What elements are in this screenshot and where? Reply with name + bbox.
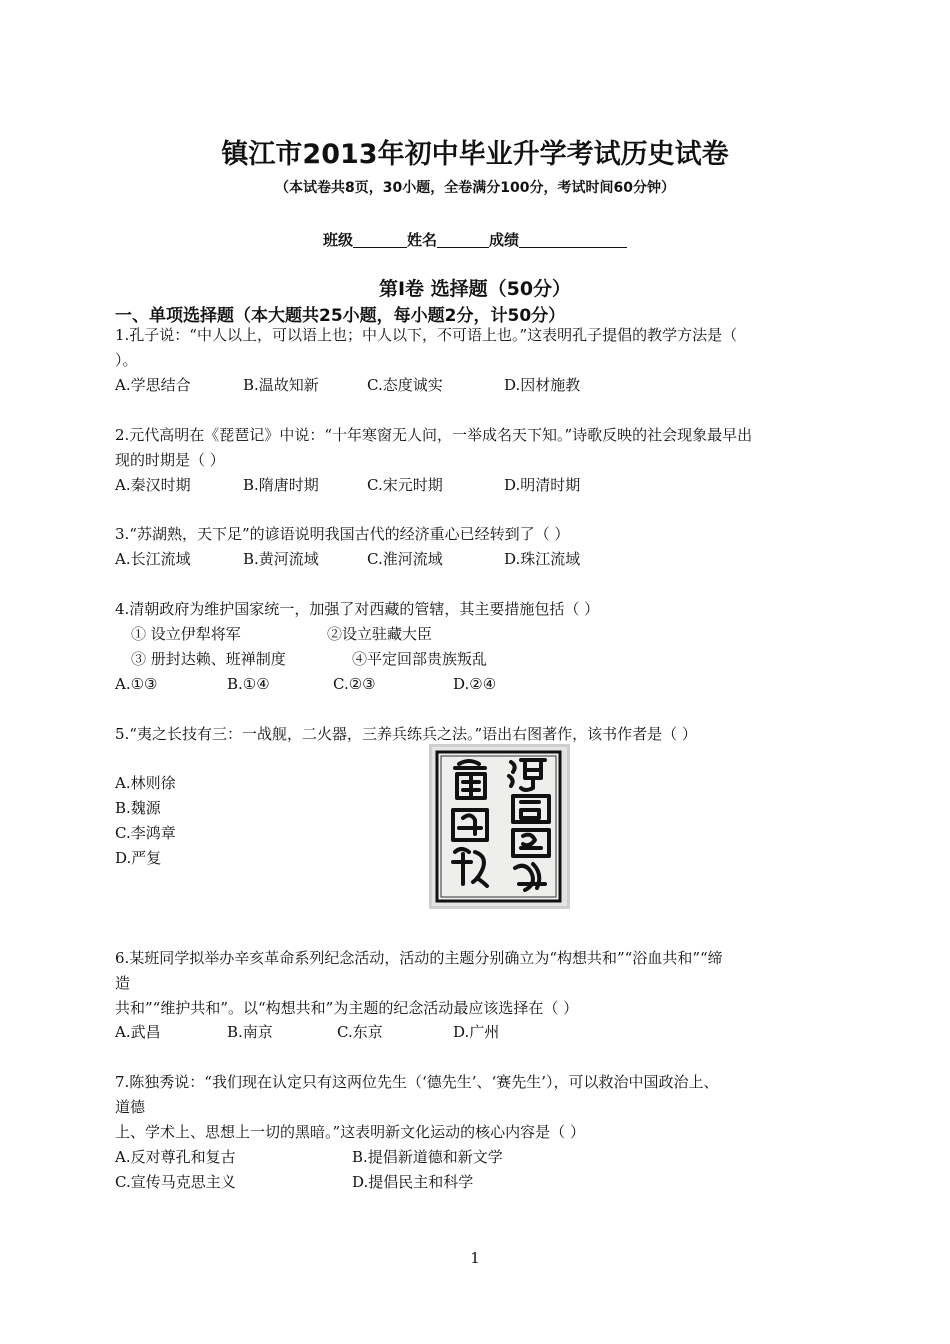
question-1-option-c: C.态度诚实 — [367, 376, 443, 394]
seal-script-title-icon — [429, 744, 570, 909]
score-label: 成绩 — [489, 231, 520, 249]
question-2-text-cont: 现的时期是（ ） — [115, 451, 225, 469]
question-6-option-a: A.武昌 — [115, 1023, 161, 1041]
question-3-option-c: C.淮河流域 — [367, 550, 443, 568]
part-heading: 一、单项选择题（本大题共25小题，每小题2分，计50分） — [115, 306, 566, 326]
question-6-option-b: B.南京 — [227, 1023, 273, 1041]
question-7-option-a: A.反对尊孔和复古 — [115, 1148, 236, 1166]
question-6-option-c: C.东京 — [337, 1023, 383, 1041]
question-7-text: 7.陈独秀说：“我们现在认定只有这两位先生（‘德先生’、‘赛先生’），可以救治中国政治上、 — [115, 1073, 719, 1091]
question-4-option-a: A.①③ — [115, 675, 158, 693]
question-6-text-cont: 造 — [115, 974, 131, 992]
question-5-option-b: B.魏源 — [115, 799, 161, 817]
question-7-option-b: B.提倡新道德和新文学 — [352, 1148, 503, 1166]
question-7-option-d: D.提倡民主和科学 — [352, 1173, 474, 1191]
question-4-item-2: ②设立驻藏大臣 — [327, 625, 433, 643]
question-2-option-c: C.宋元时期 — [367, 476, 443, 494]
page-number: 1 — [470, 1249, 480, 1267]
question-6-text-cont-2: 共和”“维护共和”。以“构想共和”为主题的纪念活动最应该选择在（ ） — [115, 999, 579, 1017]
question-1-option-b: B.温故知新 — [243, 376, 319, 394]
question-1-option-a: A.学思结合 — [115, 376, 191, 394]
class-label: 班级 — [322, 231, 353, 249]
exam-subtitle: （本试卷共8页，30小题，全卷满分100分，考试时间60分钟） — [275, 180, 675, 196]
exam-title: 镇江市2013年初中毕业升学考试历史试卷 — [221, 139, 729, 170]
question-4-option-b: B.①④ — [227, 675, 270, 693]
question-3-text: 3.“苏湖熟，天下足”的谚语说明我国古代的经济重心已经转到了（ ） — [115, 525, 570, 543]
question-7-text-cont: 道德 — [115, 1098, 146, 1116]
section-title: 第Ⅰ卷 选择题（50分） — [378, 278, 572, 300]
question-4-option-d: D.②④ — [453, 675, 497, 693]
question-5-option-c: C.李鸿章 — [115, 824, 176, 842]
question-2-option-d: D.明清时期 — [504, 476, 581, 494]
name-label: 姓名 — [406, 231, 437, 249]
question-5-text: 5.“夷之长技有三：一战舰，二火器，三养兵练兵之法。”语出右图著作，该书作者是（ ） — [115, 725, 697, 743]
question-1-option-d: D.因材施教 — [504, 376, 581, 394]
question-4-item-4: ④平定回部贵族叛乱 — [352, 650, 488, 668]
question-1-text-cont: ）。 — [115, 351, 138, 369]
question-4-item-3: ③ 册封达赖、班禅制度 — [131, 650, 286, 668]
question-1-text: 1.孔子说：“中人以上，可以语上也；中人以下，不可语上也。”这表明孔子提倡的教学方法是（ — [115, 326, 738, 344]
score-blank[interactable] — [519, 231, 627, 248]
question-2-option-a: A.秦汉时期 — [115, 476, 191, 494]
question-5-option-d: D.严复 — [115, 849, 162, 867]
question-4-text: 4.清朝政府为维护国家统一，加强了对西藏的管辖，其主要措施包括（ ） — [115, 600, 600, 618]
name-blank[interactable] — [437, 231, 489, 248]
question-6-text: 6.某班同学拟举办辛亥革命系列纪念活动，活动的主题分别确立为“构想共和”“浴血共和”“缔 — [115, 949, 723, 967]
question-4-option-c: C.②③ — [333, 675, 376, 693]
book-cover-image — [429, 744, 570, 909]
question-3-option-b: B.黄河流域 — [243, 550, 319, 568]
question-5-option-a: A.林则徐 — [115, 774, 176, 792]
question-3-option-d: D.珠江流域 — [504, 550, 581, 568]
question-7-text-cont-2: 上、学术上、思想上一切的黑暗。”这表明新文化运动的核心内容是（ ） — [115, 1123, 585, 1141]
question-4-item-1: ① 设立伊犁将军 — [131, 625, 241, 643]
question-2-text: 2.元代高明在《琵琶记》中说：“十年寒窗无人问，一举成名天下知。”诗歌反映的社会现象最早出 — [115, 426, 753, 444]
student-info-line — [0, 229, 950, 250]
question-7-option-c: C.宣传马克思主义 — [115, 1173, 236, 1191]
class-blank[interactable] — [353, 231, 407, 248]
question-2-option-b: B.隋唐时期 — [243, 476, 319, 494]
question-6-option-d: D.广州 — [453, 1023, 500, 1041]
question-3-option-a: A.长江流域 — [115, 550, 191, 568]
